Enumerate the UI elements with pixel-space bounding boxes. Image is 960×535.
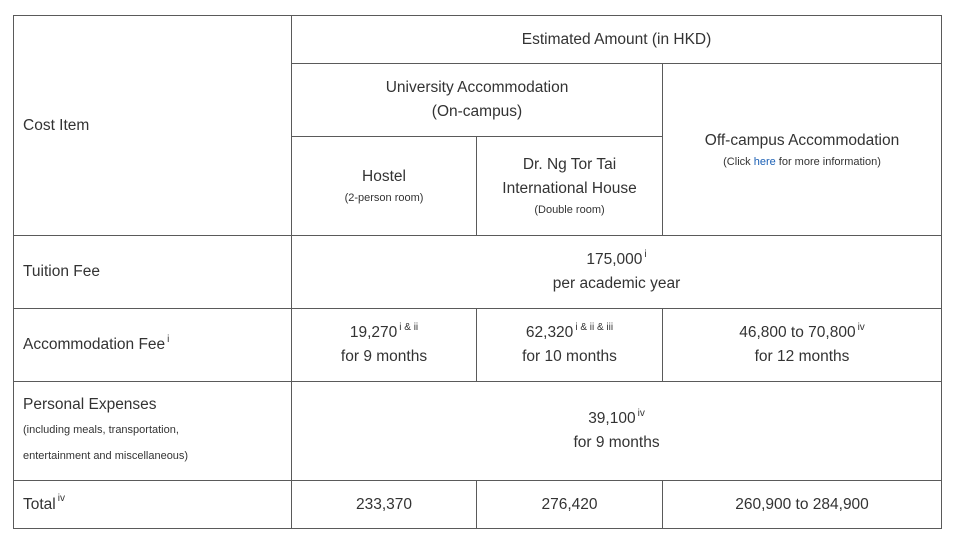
total-label-cell (14, 481, 292, 529)
table-row-tuition (14, 236, 942, 309)
accommodation-ihouse-period: for 10 months (522, 348, 617, 365)
offcampus-info-link[interactable]: here (753, 155, 776, 168)
accommodation-hostel-cell (292, 309, 477, 382)
accommodation-offcampus-period: for 12 months (754, 348, 850, 365)
cost-item-header: Cost Item (14, 16, 292, 236)
tuition-label: Tuition Fee (14, 236, 292, 309)
table-row-total (14, 481, 942, 529)
total-label: Total (23, 495, 56, 513)
ihouse-title-line1: Dr. Ng Tor Tai (522, 156, 617, 173)
ihouse-title-line2: International House (502, 180, 637, 197)
offcampus-title: Off-campus Accommodation (704, 131, 900, 149)
tuition-value-cell (292, 236, 942, 309)
accommodation-offcampus-footnote: iv (857, 321, 865, 333)
estimated-amount-header: Estimated Amount (in HKD) (292, 16, 942, 64)
accommodation-label-footnote: i (167, 333, 170, 345)
personal-value: 39,100 (588, 410, 636, 427)
accommodation-ihouse-footnote: i & ii & iii (575, 321, 614, 333)
hostel-header (292, 137, 477, 236)
tuition-value: 175,000 (586, 251, 643, 268)
accommodation-ihouse-cell (477, 309, 663, 382)
accommodation-hostel-period: for 9 months (340, 348, 428, 365)
total-offcampus: 260,900 to 284,900 (663, 481, 942, 529)
personal-footnote: iv (637, 407, 645, 419)
tuition-footnote: i (644, 248, 647, 260)
university-accommodation-subtitle: (On-campus) (431, 103, 523, 120)
table-row-accommodation (14, 309, 942, 382)
offcampus-header (663, 64, 942, 236)
accommodation-label-cell (14, 309, 292, 382)
cost-table (13, 15, 942, 529)
table-row-personal (14, 382, 942, 481)
accommodation-offcampus-cell (663, 309, 942, 382)
personal-value-cell (292, 382, 942, 481)
total-label-footnote: iv (57, 493, 65, 505)
personal-label-cell (14, 382, 292, 481)
tuition-period: per academic year (552, 275, 681, 292)
hostel-title: Hostel (362, 168, 406, 185)
ihouse-header (477, 137, 663, 236)
offcampus-note: (Click here for more information) (723, 155, 881, 168)
hostel-note: (2-person room) (344, 192, 424, 204)
university-accommodation-title: University Accommodation (385, 79, 569, 96)
total-hostel: 233,370 (292, 481, 477, 529)
ihouse-note: (Double room) (534, 204, 605, 216)
accommodation-ihouse-value: 62,320 (525, 324, 574, 341)
accommodation-label: Accommodation Fee (23, 336, 166, 353)
accommodation-hostel-footnote: i & ii (399, 321, 419, 333)
personal-label: Personal Expenses (23, 396, 157, 413)
header-row-1 (14, 16, 942, 64)
personal-note-line2: entertainment and miscellaneous) (23, 450, 189, 462)
personal-note-line1: (including meals, transportation, (23, 424, 179, 436)
personal-period: for 9 months (573, 434, 660, 451)
accommodation-hostel-value: 19,270 (349, 324, 398, 341)
university-accommodation-header (292, 64, 663, 137)
accommodation-offcampus-value: 46,800 to 70,800 (739, 324, 856, 341)
total-ihouse: 276,420 (477, 481, 663, 529)
